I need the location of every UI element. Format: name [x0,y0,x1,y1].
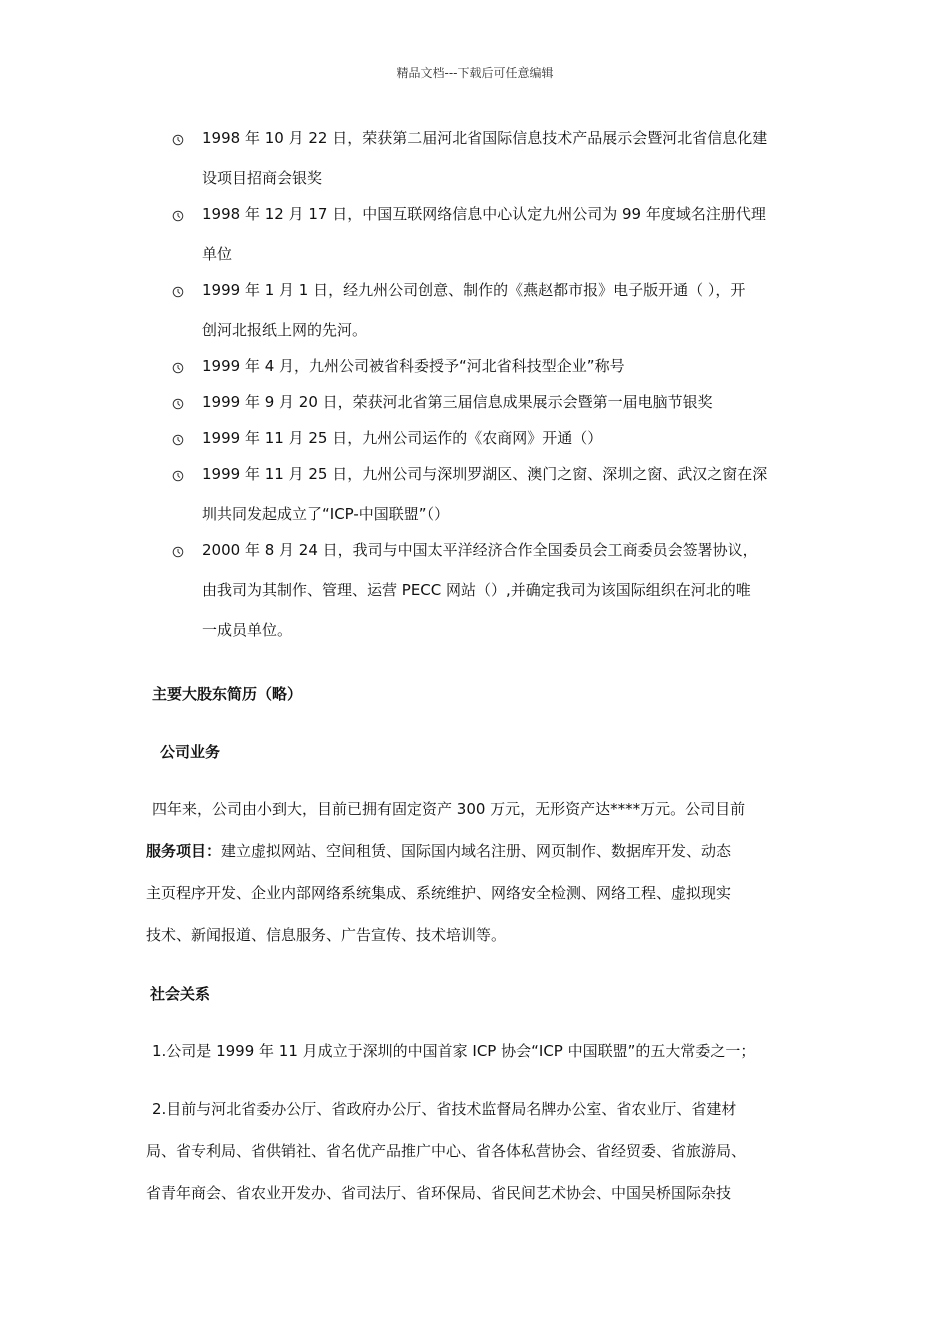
milestone-text: 1999 年 9 月 20 日，荣获河北省第三届信息成果展示会暨第一届电脑节银奖 [202,393,713,411]
business-paragraph [146,788,826,956]
business-line: 技术、新闻报道、信息服务、广告宣传、技术培训等。 [146,926,507,944]
milestone-item [172,352,812,380]
milestone-item [172,124,812,192]
milestone-text: 单位 [202,245,233,263]
clock-icon [172,283,184,295]
milestone-text: 设项目招商会银奖 [202,169,323,187]
page-header: 精品文档---下载后可任意编辑 [396,66,554,80]
service-label: 服务项目： [146,842,222,860]
relation-1 [146,1030,826,1072]
milestone-item [172,424,812,452]
relations-heading: 社会关系 [150,985,211,1003]
relation-line: 2.目前与河北省委办公厅、省政府办公厅、省技术监督局名牌办公室、省农业厅、省建材 [152,1100,737,1118]
milestone-item [172,460,812,528]
clock-icon [172,467,184,479]
clock-icon [172,131,184,143]
clock-icon [172,431,184,443]
business-line [146,830,826,872]
clock-icon [172,543,184,555]
business-line: 四年来，公司由小到大，目前已拥有固定资产 300 万元，无形资产达****万元。公司目前 [152,800,746,818]
clock-icon [172,395,184,407]
milestone-text: 1998 年 10 月 22 日，荣获第二届河北省国际信息技术产品展示会暨河北省信息化建 [202,129,768,147]
milestone-item [172,276,812,344]
milestone-list [172,124,812,652]
milestone-item [172,388,812,416]
relation-2 [146,1088,826,1214]
relation-line: 1.公司是 1999 年 11 月成立于深圳的中国首家 ICP 协会“ICP 中国联盟”的五大常委之一； [152,1042,756,1060]
milestone-text: 1999 年 1 月 1 日，经九州公司创意、制作的《燕赵都市报》电子版开通（ ），开 [202,281,746,299]
clock-icon [172,359,184,371]
milestone-text: 1999 年 4 月，九州公司被省科委授予“河北省科技型企业”称号 [202,357,625,375]
relation-line: 省青年商会、省农业开发办、省司法厅、省环保局、省民间艺术协会、中国吴桥国际杂技 [146,1184,732,1202]
milestone-text: 1999 年 11 月 25 日，九州公司运作的《农商网》开通（） [202,429,603,447]
relation-line: 局、省专利局、省供销社、省名优产品推广中心、省各体私营协会、省经贸委、省旅游局、 [146,1142,747,1160]
clock-icon [172,207,184,219]
milestone-text: 圳共同发起成立了“ICP-中国联盟”（） [202,505,450,523]
business-line: 主页程序开发、企业内部网络系统集成、系统维护、网络安全检测、网络工程、虚拟现实 [146,884,732,902]
milestone-item [172,536,812,644]
milestone-text: 创河北报纸上网的先河。 [202,321,368,339]
milestone-item [172,200,812,268]
milestone-text: 1999 年 11 月 25 日，九州公司与深圳罗湖区、澳门之窗、深圳之窗、武汉之窗在深 [202,465,768,483]
milestone-text: 2000 年 8 月 24 日，我司与中国太平洋经济合作全国委员会工商委员会签署协议， [202,541,758,559]
shareholders-heading: 主要大股东简历（略） [152,685,303,703]
business-heading: 公司业务 [160,743,221,761]
service-text: 建立虚拟网站、空间租赁、国际国内域名注册、网页制作、数据库开发、动态 [221,842,732,860]
milestone-text: 一成员单位。 [202,621,293,639]
milestone-text: 1998 年 12 月 17 日，中国互联网络信息中心认定九州公司为 99 年度域名注册代理 [202,205,766,223]
milestone-text: 由我司为其制作、管理、运营 PECC 网站（）,并确定我司为该国际组织在河北的唯 [202,581,751,599]
